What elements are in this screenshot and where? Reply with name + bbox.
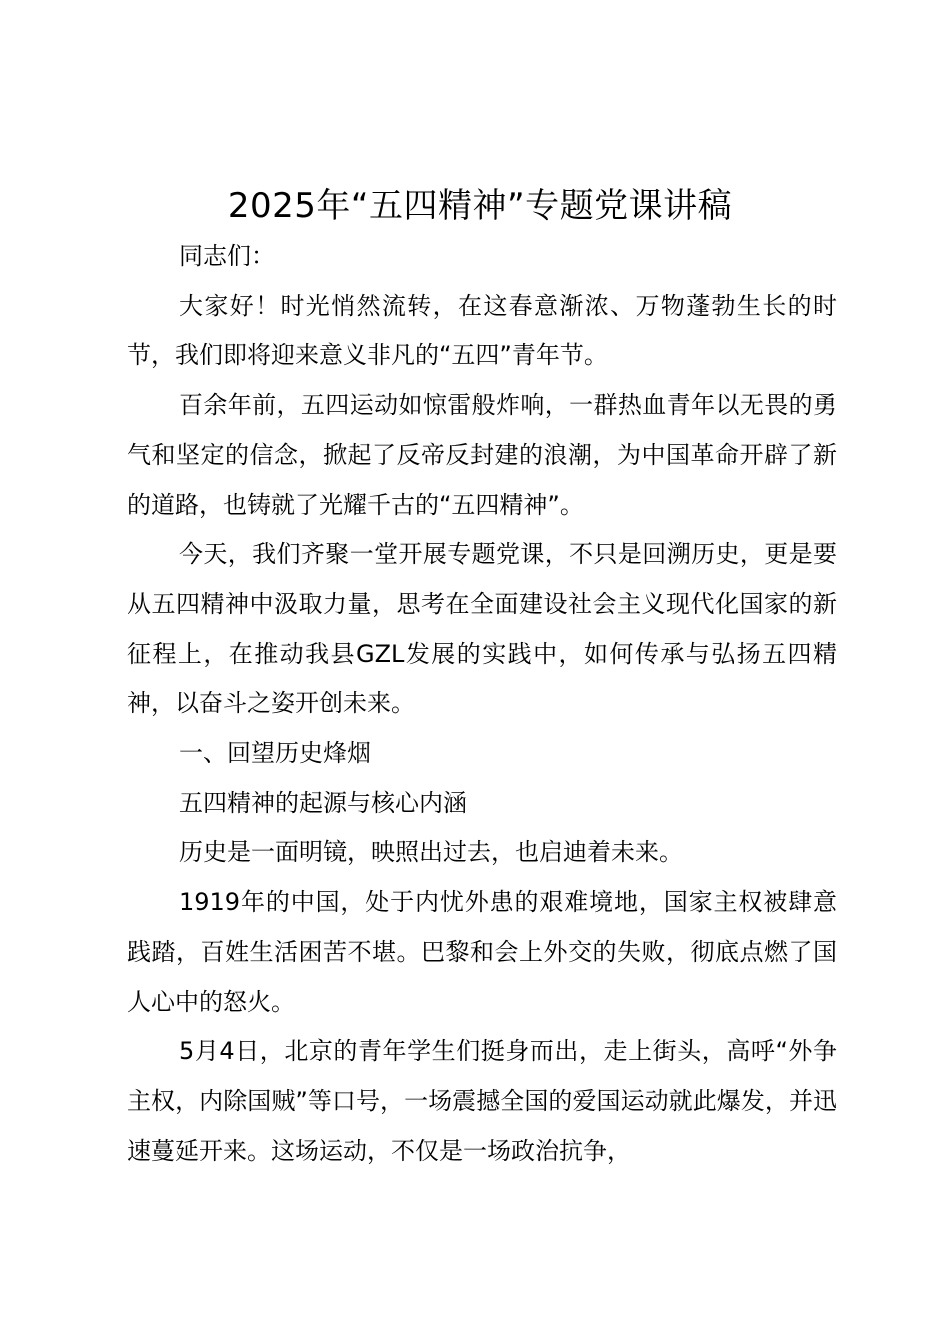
body-paragraph: 今天，我们齐聚一堂开展专题党课，不只是回溯历史，更是要从五四精神中汲取力量，思考在全面建设社会主义现代化国家的新征程上，在推动我县GZL发展的实践中，如何传承与弘扬五四精神，以奋斗之姿开创未来。 (127, 540, 837, 718)
body-paragraph: 百余年前，五四运动如惊雷般炸响，一群热血青年以无畏的勇气和坚定的信念，掀起了反帝反封建的浪潮，为中国革命开辟了新的道路，也铸就了光耀千古的“五四精神”。 (127, 391, 837, 519)
document-title: 2025年“五四精神”专题党课讲稿 (227, 186, 733, 226)
body-paragraph: 历史是一面明镜，映照出过去，也启迪着未来。 (179, 838, 683, 867)
body-paragraph: 5月4日，北京的青年学生们挺身而出，走上街头，高呼“外争主权，内除国贼”等口号，一场震撼全国的爱国运动就此爆发，并迅速蔓延开来。这场运动，不仅是一场政治抗争， (127, 1037, 837, 1165)
section-heading: 一、回望历史烽烟 (179, 739, 371, 768)
body-paragraph: 1919年的中国，处于内忧外患的艰难境地，国家主权被肆意践踏，百姓生活困苦不堪。巴黎和会上外交的失败，彻底点燃了国人心中的怒火。 (127, 888, 837, 1016)
subsection-heading: 五四精神的起源与核心内涵 (179, 788, 467, 817)
salutation-paragraph: 同志们： (179, 242, 275, 270)
document-body (127, 232, 837, 1176)
body-paragraph: 大家好！时光悄然流转，在这春意渐浓、万物蓬勃生长的时节，我们即将迎来意义非凡的“五四”青年节。 (127, 291, 837, 370)
